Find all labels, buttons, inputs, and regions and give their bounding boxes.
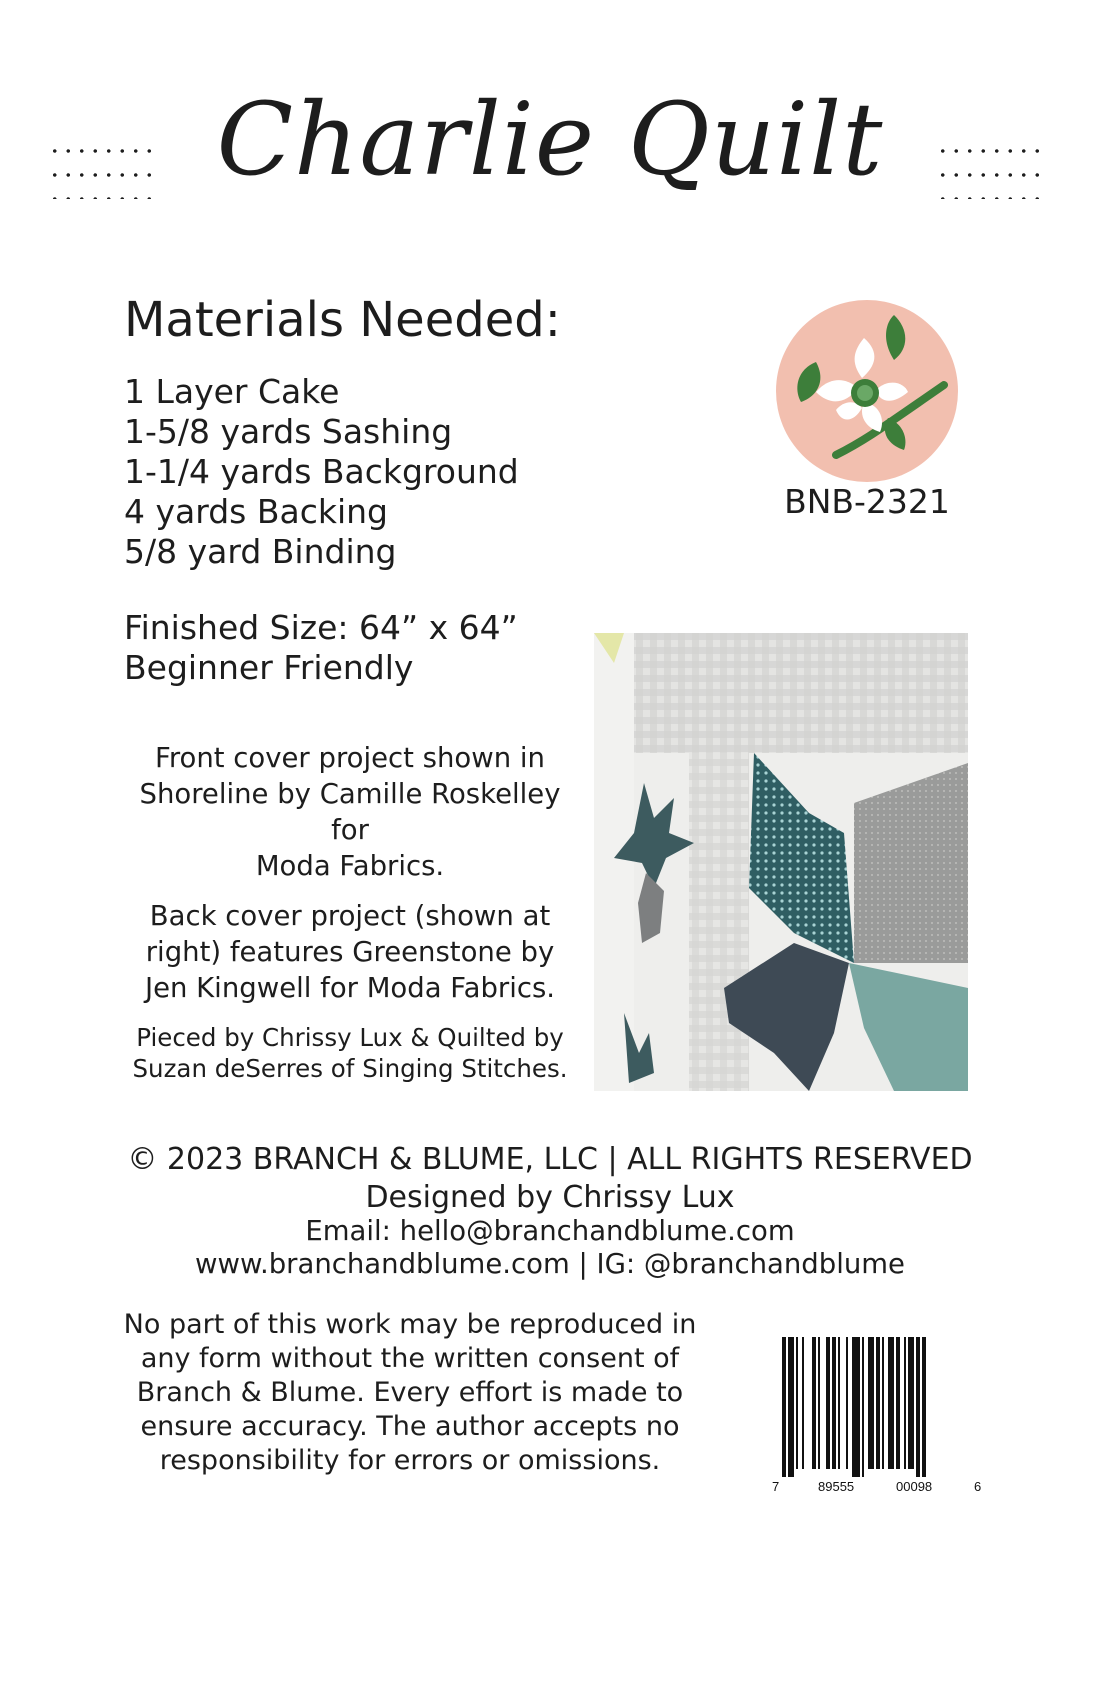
copyright: © 2023 BRANCH & BLUME, LLC | ALL RIGHTS RESERVED xyxy=(127,1142,973,1177)
pieced-by-note xyxy=(120,1022,580,1084)
disclaimer-line: responsibility for errors or omissions. xyxy=(159,1445,661,1476)
barcode-bar xyxy=(862,1337,864,1477)
pieced-by-line: Pieced by Chrissy Lux & Quilted by xyxy=(136,1023,564,1052)
barcode-bars xyxy=(782,1337,926,1477)
barcode-digit: 89555 xyxy=(818,1479,855,1494)
barcode-bar xyxy=(802,1337,804,1469)
barcode-bar xyxy=(868,1337,874,1469)
front-cover-line: Shoreline by Camille Roskelley for xyxy=(139,778,561,846)
front-cover-line: Moda Fabrics. xyxy=(255,850,445,882)
barcode-bar xyxy=(788,1337,794,1477)
designer-credit: Designed by Chrissy Lux xyxy=(365,1180,735,1215)
finished-size: Finished Size: 64” x 64” xyxy=(124,608,518,647)
barcode-bar xyxy=(838,1337,840,1469)
quilt-photo xyxy=(594,633,968,1091)
materials-heading: Materials Needed: xyxy=(124,292,561,348)
barcode-bar xyxy=(812,1337,816,1469)
back-cover-line: Back cover project (shown at xyxy=(149,900,551,932)
page-title: Charlie Quilt xyxy=(216,81,884,198)
website-social: www.branchandblume.com | IG: @branchandblume xyxy=(195,1248,905,1280)
barcode-bar xyxy=(922,1337,926,1477)
barcode xyxy=(768,1337,986,1495)
barcode-bar xyxy=(846,1337,848,1469)
material-item: 4 yards Backing xyxy=(124,492,388,531)
pattern-code: BNB-2321 xyxy=(784,482,950,521)
disclaimer-line: No part of this work may be reproduced in xyxy=(123,1309,697,1340)
barcode-bar xyxy=(908,1337,914,1469)
material-item: 1 Layer Cake xyxy=(124,372,340,411)
barcode-bar xyxy=(916,1337,920,1477)
barcode-digit: 6 xyxy=(974,1479,982,1494)
disclaimer-line: any form without the written consent of xyxy=(140,1343,680,1374)
materials-list xyxy=(124,372,519,572)
barcode-bar xyxy=(896,1337,900,1469)
barcode-bar xyxy=(818,1337,820,1469)
barcode-bar xyxy=(852,1337,860,1477)
dogwood-flower-icon xyxy=(776,300,958,482)
disclaimer-line: ensure accuracy. The author accepts no xyxy=(140,1411,680,1442)
material-item: 1-5/8 yards Sashing xyxy=(124,412,453,451)
barcode-bar xyxy=(826,1337,830,1469)
front-cover-line: Front cover project shown in xyxy=(155,742,545,774)
email-contact: Email: hello@branchandblume.com xyxy=(305,1215,795,1247)
barcode-bar xyxy=(832,1337,836,1469)
front-cover-note xyxy=(120,740,580,884)
barcode-bar xyxy=(796,1337,798,1469)
skill-level: Beginner Friendly xyxy=(124,648,414,687)
disclaimer-line: Branch & Blume. Every effort is made to xyxy=(136,1377,684,1408)
barcode-digit: 00098 xyxy=(896,1479,933,1494)
barcode-bar xyxy=(904,1337,906,1469)
barcode-bar xyxy=(888,1337,894,1469)
disclaimer xyxy=(120,1308,700,1478)
barcode-digit: 7 xyxy=(772,1479,780,1494)
barcode-bar xyxy=(876,1337,880,1469)
back-cover-line: right) features Greenstone by xyxy=(145,936,555,968)
back-cover-line: Jen Kingwell for Moda Fabrics. xyxy=(144,972,556,1004)
material-item: 5/8 yard Binding xyxy=(124,532,397,571)
material-item: 1-1/4 yards Background xyxy=(124,452,519,491)
barcode-bar xyxy=(882,1337,884,1469)
pieced-by-line: Suzan deSerres of Singing Stitches. xyxy=(132,1054,568,1083)
barcode-bar xyxy=(782,1337,786,1477)
back-cover-note xyxy=(120,898,580,1006)
